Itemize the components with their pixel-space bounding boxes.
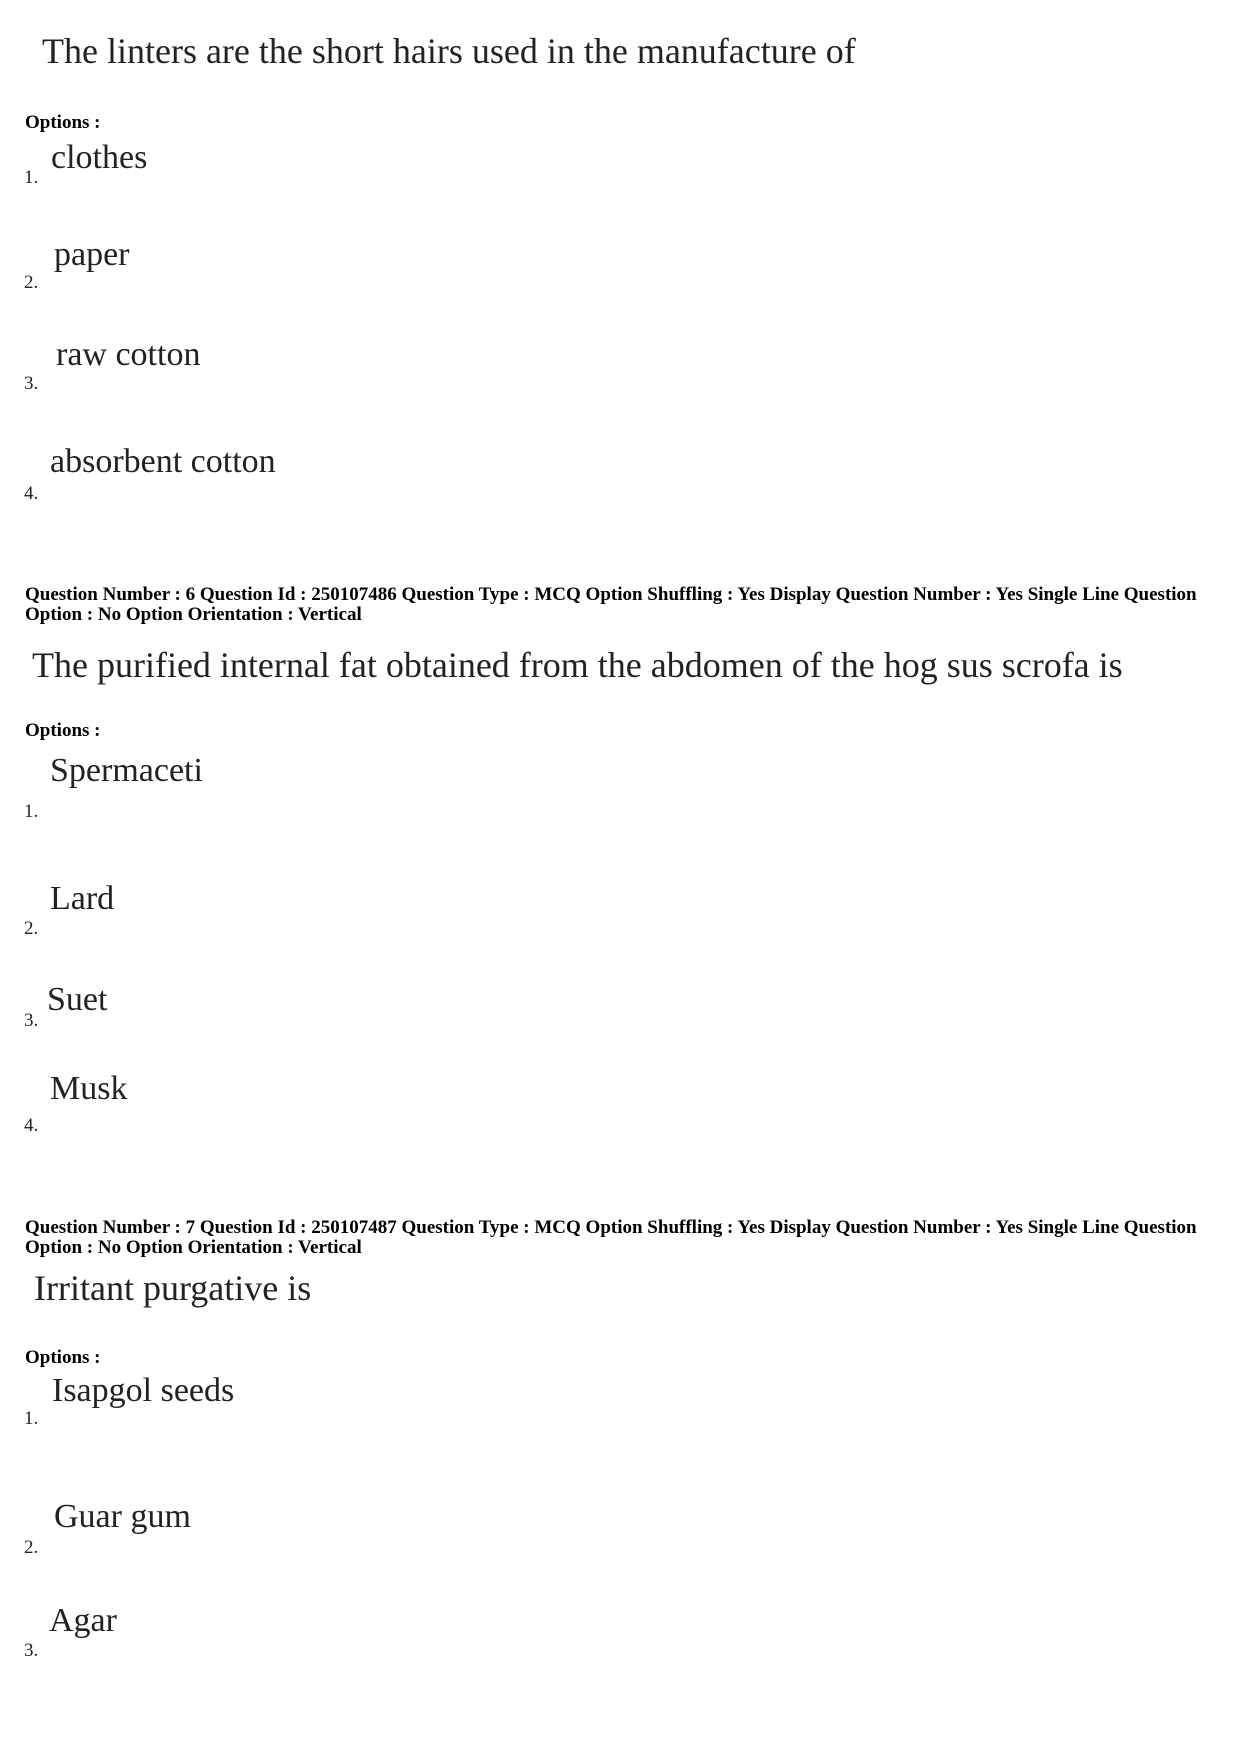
q5-option-1-number: 1. [24,167,39,188]
question-5-text: The linters are the short hairs used in the manufacture of [42,31,856,71]
q6-option-3-number: 3. [24,1010,39,1031]
q6-option-3-text[interactable]: Suet [47,981,108,1018]
q5-option-3-text[interactable]: raw cotton [56,336,201,373]
q7-option-2-number: 2. [24,1537,39,1558]
q5-option-4-text[interactable]: absorbent cotton [50,443,276,480]
q5-option-2-number: 2. [24,272,39,293]
question-7-options-label: Options : [25,1347,101,1368]
question-5-options-label: Options : [25,112,101,133]
q5-option-4-number: 4. [24,483,39,504]
q6-option-1-number: 1. [24,801,39,822]
q6-option-2-number: 2. [24,918,39,939]
question-6-text: The purified internal fat obtained from the abdomen of the hog sus scrofa is [32,645,1123,685]
question-6-meta: Question Number : 6 Question Id : 250107486 Question Type : MCQ Option Shuffling : Yes Display Question Number : Yes Single Line Question Option : No Option Orientation : Vertical [25,584,1197,625]
q7-option-1-text[interactable]: Isapgol seeds [52,1372,235,1409]
question-7-meta: Question Number : 7 Question Id : 250107487 Question Type : MCQ Option Shuffling : Yes Display Question Number : Yes Single Line Question Option : No Option Orientation : Vertical [25,1217,1197,1258]
q5-option-3-number: 3. [24,373,39,394]
q6-option-2-text[interactable]: Lard [50,880,115,917]
q5-option-2-text[interactable]: paper [54,236,130,273]
q7-option-3-number: 3. [24,1640,39,1661]
q7-option-1-number: 1. [24,1408,39,1429]
q6-option-1-text[interactable]: Spermaceti [50,752,203,789]
question-6-options-label: Options : [25,720,101,741]
q6-option-4-text[interactable]: Musk [50,1070,128,1107]
q6-option-4-number: 4. [24,1115,39,1136]
q7-option-3-text[interactable]: Agar [49,1602,117,1639]
question-7-text: Irritant purgative is [34,1268,312,1308]
q5-option-1-text[interactable]: clothes [51,139,148,176]
q7-option-2-text[interactable]: Guar gum [54,1498,191,1535]
